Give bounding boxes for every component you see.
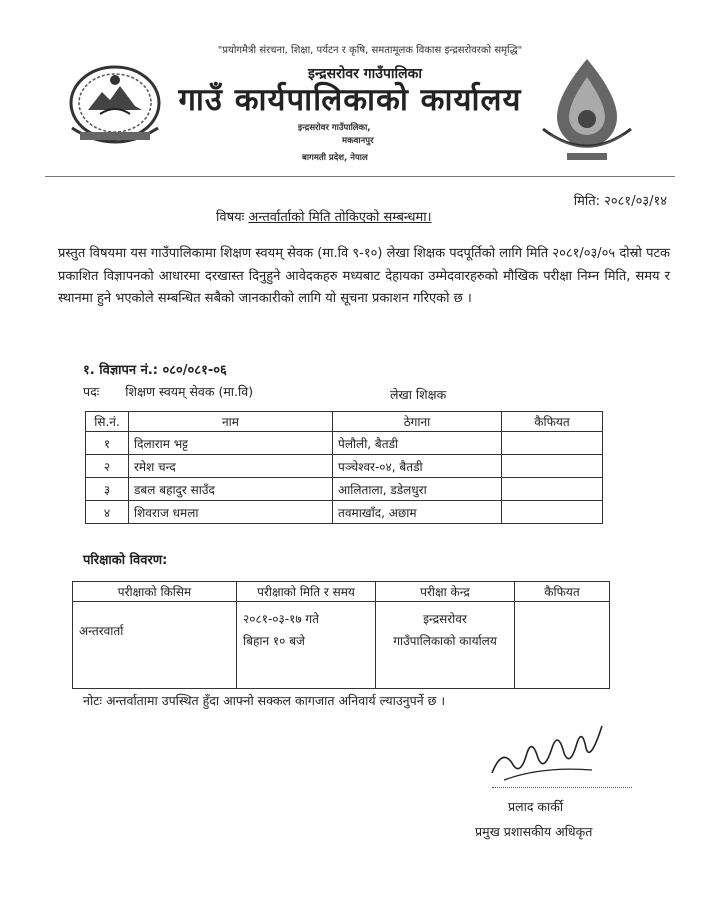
notice-note: नोटः अन्तर्वातामा उपस्थित हुँदा आफ्नो सक्कल कागजात अनिवार्य ल्याउनुपर्ने छ । <box>83 693 446 708</box>
column-header-remarks: कैफियत <box>502 412 603 432</box>
table-row <box>86 478 603 501</box>
cell-exam-remarks <box>515 602 610 689</box>
cell-address: पञ्चेश्वर-०४, बैतडी <box>333 455 502 478</box>
signature-line <box>492 787 632 788</box>
table-row <box>86 455 603 478</box>
cell-address: तवमाखाँद, अछाम <box>333 501 502 524</box>
column-header-exam-center: परीक्षा केन्द्र <box>376 582 515 602</box>
cell-exam-type: अन्तरवार्ता <box>73 602 237 689</box>
header-motto: "प्रयोगमैत्री संरचना, शिक्षा, पर्यटन र कृषि, समतामूलक विकास इन्द्रसरोवरको समृद्धि" <box>217 45 523 56</box>
cell-sn: १ <box>86 432 129 455</box>
cell-name: शिवराज धमला <box>129 501 333 524</box>
water-drop-logo-icon <box>537 55 637 167</box>
cell-remarks <box>502 478 603 501</box>
exam-center-line-2: गाउँपालिकाको कार्यालय <box>393 634 497 648</box>
signatory-title: प्रमुख प्रशासकीय अधिकृत <box>475 824 593 839</box>
stamp-line-1: इन्द्रसरोवर गाउँपालिका, <box>298 123 371 133</box>
nepal-emblem-icon <box>60 58 170 153</box>
column-header-exam-date: परीक्षाको मिति र समय <box>237 582 376 602</box>
column-header-address: ठेगाना <box>333 412 502 432</box>
letter-body: प्रस्तुत विषयमा यस गाउँपालिकामा शिक्षण स्वयम् सेवक (मा.वि ९-१०) लेखा शिक्षक पदपूर्तिको लागि मिति २०८१/०३/०५ दोस्रो पटक प्रकाशित विज्ञापनको आधारमा दरखास्त दिनुहुने आवेदकहरु मध्यबाट देहायका उम्मेदवारहरुको मौखिक परीक्षा निम्न मिति, समय र स्थानमा हुने भएकोले सम्बन्धित सबैको जानकारीको लागि यो सूचना प्रकाशन गरिएको छ । <box>58 246 670 306</box>
post-line <box>83 383 447 402</box>
column-header-sn: सि.नं. <box>86 412 129 432</box>
column-header-name: नाम <box>129 412 333 432</box>
signatory-name: प्रलाद कार्की <box>508 799 564 814</box>
table-row <box>86 501 603 524</box>
post-value: शिक्षण स्वयम् सेवक (मा.वि) <box>125 384 254 399</box>
office-title: गाउँ कार्यपालिकाको कार्यालय <box>178 82 522 118</box>
cell-address: पेलौली, बैतडी <box>333 432 502 455</box>
cell-sn: ४ <box>86 501 129 524</box>
subject-label: विषयः <box>216 210 245 225</box>
advertisement-number: १. विज्ञापन नं.: ०८०/०८१-०६ <box>83 363 227 378</box>
cell-remarks <box>502 432 603 455</box>
cell-sn: ३ <box>86 478 129 501</box>
exam-date: २०८१-०३-१७ गते <box>243 612 319 626</box>
column-header-exam-remarks: कैफियत <box>515 582 610 602</box>
post-label: पदः <box>83 384 100 399</box>
letter-subject <box>216 207 432 225</box>
column-header-exam-type: परीक्षाको किसिम <box>73 582 237 602</box>
subject-text: अन्तर्वार्ताको मिति तोकिएको सम्बन्धमा। <box>248 210 432 225</box>
header-divider <box>45 176 675 177</box>
cell-exam-date <box>237 602 376 689</box>
post-subject: लेखा शिक्षक <box>390 387 447 402</box>
table-header-row <box>86 412 603 432</box>
cell-exam-center <box>376 602 515 689</box>
signature-icon <box>482 718 612 788</box>
candidates-table <box>85 411 603 524</box>
cell-name: दिलाराम भट्ट <box>129 432 333 455</box>
cell-remarks <box>502 455 603 478</box>
stamp-line-2: मकवानपुर <box>342 136 374 146</box>
table-row <box>86 432 603 455</box>
cell-remarks <box>502 501 603 524</box>
letter-date: मिति: २०८१/०३/१४ <box>573 194 667 209</box>
exam-table <box>72 581 610 689</box>
cell-sn: २ <box>86 455 129 478</box>
cell-address: आलिताला, डडेलधुरा <box>333 478 502 501</box>
exam-header-row <box>73 582 610 602</box>
municipality-name: इन्द्रसरोवर गाउँपालिका <box>307 66 423 82</box>
cell-name: डबल बहादुर साउँद <box>129 478 333 501</box>
exam-center-line-1: इन्द्रसरोवर <box>423 612 467 626</box>
stamp-line-3: बागमती प्रदेश, नेपाल <box>302 153 368 163</box>
exam-details-title: परिक्षाको विवरण: <box>83 553 168 568</box>
table-row <box>73 602 610 689</box>
cell-name: रमेश चन्द <box>129 455 333 478</box>
exam-time: बिहान १० बजे <box>243 634 305 648</box>
